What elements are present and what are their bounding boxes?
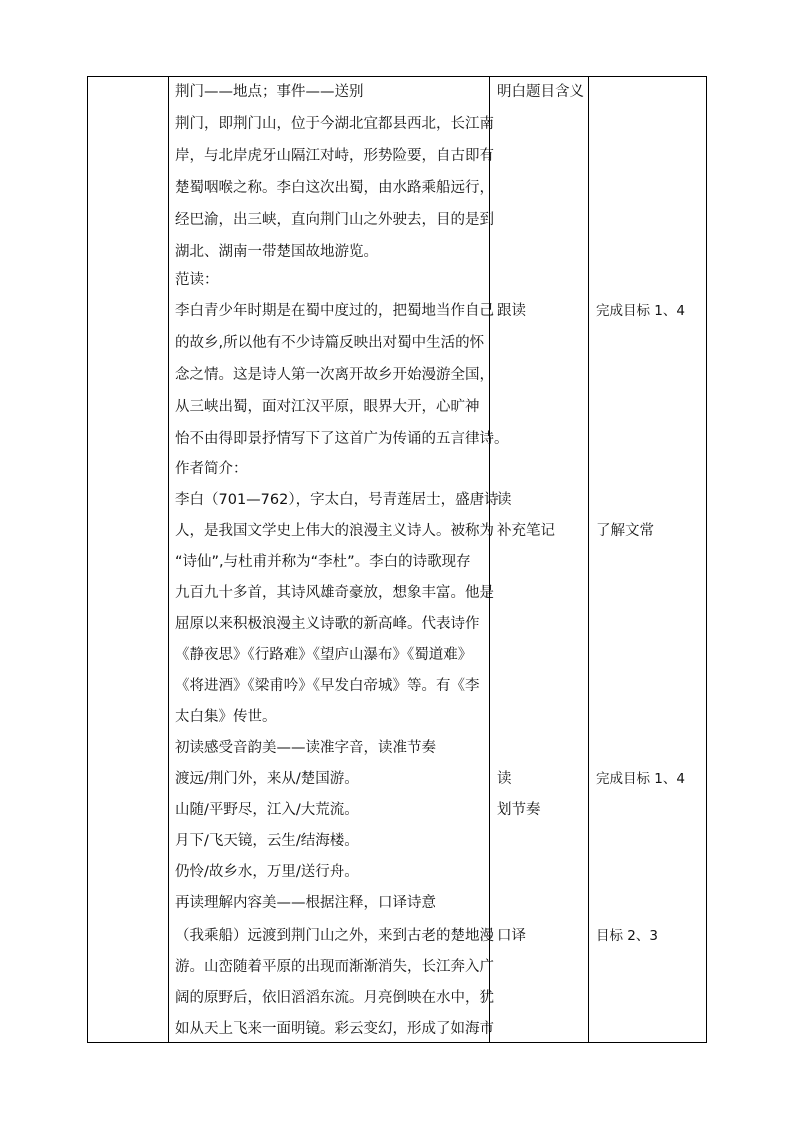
content-line: 念之情。这是诗人第一次离开故乡开始漫游全国， bbox=[175, 367, 494, 383]
content-line: 《静夜思》《行路难》《望庐山瀑布》《蜀道难》 bbox=[175, 647, 473, 663]
content-line: 范读： bbox=[175, 272, 219, 288]
content-line: 楚蜀咽喉之称。李白这次出蜀，由水路乘船远行， bbox=[175, 180, 494, 196]
content-line: 岸，与北岸虎牙山隔江对峙，形势险要，自古即有 bbox=[175, 148, 494, 164]
content-line: 荆门，即荆门山，位于今湖北宜都县西北，长江南 bbox=[175, 116, 494, 132]
content-line: （我乘船）远渡到荆门山之外，来到古老的楚地漫 bbox=[175, 928, 494, 944]
content-line: 《将进酒》《梁甫吟》《早发白帝城》等。有《李 bbox=[175, 678, 480, 694]
content-line: 的故乡,所以他有不少诗篇反映出对蜀中生活的怀 bbox=[175, 335, 485, 351]
activity-text: 读 bbox=[497, 771, 512, 787]
content-line: 怡不由得即景抒情写下了这首广为传诵的五言律诗。 bbox=[175, 431, 509, 447]
goal-text: 完成目标 1、4 bbox=[596, 771, 685, 787]
content-line: 李白青少年时期是在蜀中度过的，把蜀地当作自己 bbox=[175, 303, 494, 319]
content-line: 荆门——地点；事件——送别 bbox=[175, 84, 364, 100]
content-line: “诗仙”,与杜甫并称为“李杜”。李白的诗歌现存 bbox=[175, 554, 471, 570]
content-line: 屈原以来积极浪漫主义诗歌的新高峰。代表诗作 bbox=[175, 616, 480, 632]
content-line: 游。山峦随着平原的出现而渐渐消失，长江奔入广 bbox=[175, 959, 494, 975]
content-line: 湖北、湖南一带楚国故地游览。 bbox=[175, 244, 378, 260]
content-line: 经巴渝，出三峡，直向荆门山之外驶去，目的是到 bbox=[175, 212, 494, 228]
content-line: 人，是我国文学史上伟大的浪漫主义诗人。被称为 bbox=[175, 523, 494, 539]
lesson-table bbox=[87, 76, 707, 1043]
content-line: 仍怜/故乡水，万里/送行舟。 bbox=[175, 864, 359, 880]
goal-text: 目标 2、3 bbox=[596, 928, 658, 944]
activity-text: 划节奏 bbox=[497, 802, 541, 818]
column-divider bbox=[588, 77, 589, 1042]
activity-text: 补充笔记 bbox=[497, 523, 555, 539]
goal-text: 了解文常 bbox=[596, 523, 654, 539]
activity-text: 口译 bbox=[497, 928, 526, 944]
activity-text: 跟读 bbox=[497, 303, 526, 319]
content-line: 初读感受音韵美——读准字音，读准节奏 bbox=[175, 740, 436, 756]
activity-text: 读 bbox=[497, 492, 512, 508]
content-line: 阔的原野后，依旧滔滔东流。月亮倒映在水中，犹 bbox=[175, 990, 494, 1006]
content-line: 渡远/荆门外，来从/楚国游。 bbox=[175, 771, 359, 787]
content-line: 太白集》传世。 bbox=[175, 709, 277, 725]
content-line: 从三峡出蜀，面对江汉平原，眼界大开，心旷神 bbox=[175, 399, 480, 415]
column-divider bbox=[168, 77, 169, 1042]
content-line: 再读理解内容美——根据注释，口译诗意 bbox=[175, 895, 436, 911]
activity-text: 明白题目含义 bbox=[497, 84, 584, 100]
content-line: 如从天上飞来一面明镜。彩云变幻，形成了如海市 bbox=[175, 1021, 494, 1037]
content-line: 九百九十多首，其诗风雄奇豪放，想象丰富。他是 bbox=[175, 585, 494, 601]
goal-text: 完成目标 1、4 bbox=[596, 303, 685, 319]
content-line: 作者简介： bbox=[175, 461, 248, 477]
content-line: 山随/平野尽，江入/大荒流。 bbox=[175, 802, 359, 818]
content-line: 李白（701—762），字太白，号青莲居士，盛唐诗 bbox=[175, 492, 499, 508]
content-line: 月下/飞天镜，云生/结海楼。 bbox=[175, 833, 359, 849]
